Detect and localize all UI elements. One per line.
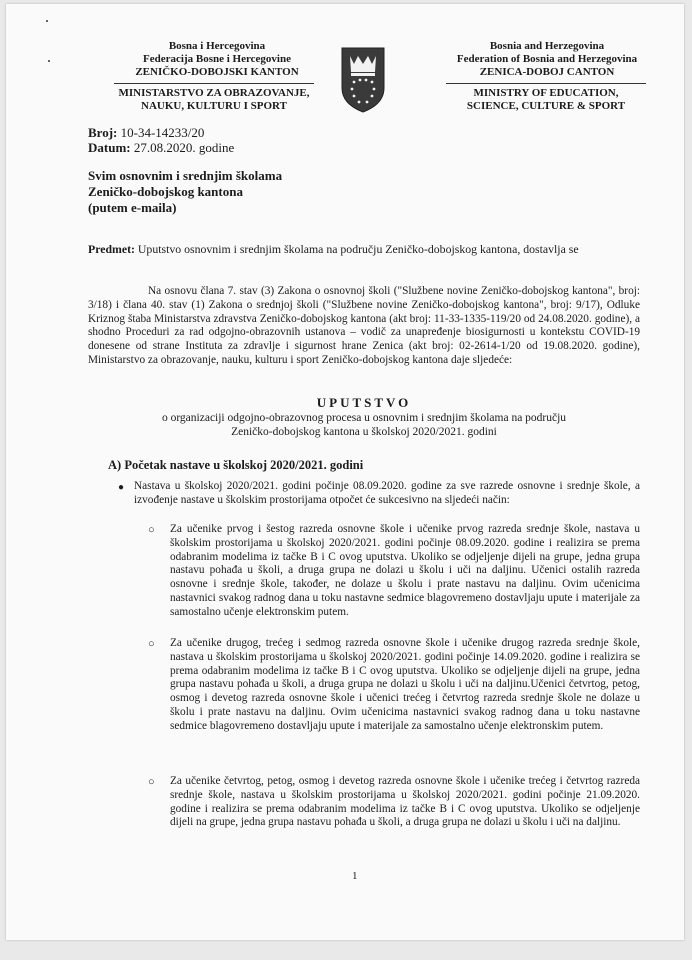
header-right: [452, 40, 642, 79]
intro-paragraph: Na osnovu člana 7. stav (3) Zakona o osnovnoj školi ("Službene novine Zeničko-dobojskog kantona", broj: 3/18) i člana 40. stav (1) Zakona o srednjoj školi ("Službene novine Zeničko-dobojskog kantona", broj: 9/17), Odluke Kriznog štaba Ministarstva zdravstva Zeničko-dobojskog kantona (akt broj: 11-33-1335-119/20 od 24.08.2020. godine), a shodno Proceduri za rad odgojno-obrazovnih ustanova – vodič za unapređenje biosigurnosti u kontekstu COVID-19 donesene od strane Instituta za zdravlje i sigurnost hrane Zenica (akt broj: 02-2614-1/20 od 19.08.2020. godine), Ministarstvo za obrazovanje, nauku, kulturu i sport Zeničko-dobojskog kantona daje sljedeće:: [88, 285, 640, 366]
subject-label: Predmet:: [88, 242, 135, 256]
recipient-line3: (putem e-maila): [88, 200, 177, 215]
header-right-ministry-line2: SCIENCE, CULTURE & SPORT: [466, 100, 626, 112]
document-number: [88, 125, 204, 140]
header-right-country: Bosnia and Herzegovina: [489, 40, 605, 52]
datum-value: 27.08.2020. godine: [133, 140, 235, 155]
hollow-circle-icon: ○: [148, 638, 155, 650]
hollow-circle-icon: ○: [148, 524, 155, 536]
scan-speck: [46, 20, 48, 22]
subject-line: [88, 242, 668, 257]
document-page: [6, 4, 684, 940]
sub-item-2: Za učenike drugog, trećeg i sedmog razreda osnovne škole i učenike drugog razreda srednje škole, nastava u školskim prostorijama u školskoj 2020/2021. godini počinje 14.09.2020. godine i realizira se prema odabranim modelima iz tačke B i C ovog uputstva. Ukoliko se odjeljenje dijeli na grupe, jedna grupa nastavu pohađa u školi, a druga grupa ne dolazi u školu i uči na daljinu.Učenici četvrtog, petog, osmog i devetog razreda osnovne škole i učenici trećeg i četvrtog razreda srednje škole ne dolaze u školu i prate nastavu na daljinu. Ovim učenicima nastavnici svakog radnog dana u toku nastavne sedmice blagovremeno dostavljaju upute i materijale za samostalno učenje elektronskim putem.: [170, 637, 640, 732]
document-subtitle-line1: o organizaciji odgojno-obrazovnog procesa u osnovnim i srednjim školama na području: [161, 412, 567, 424]
broj-label: Broj:: [88, 125, 118, 140]
header-left-divider: [114, 83, 314, 84]
page-number: 1: [352, 870, 358, 882]
broj-value: 10-34-14233/20: [120, 125, 205, 140]
scan-speck: [48, 60, 50, 62]
hollow-circle-icon: ○: [148, 776, 155, 788]
sub-item-3: Za učenike četvrtog, petog, osmog i devetog razreda osnovne škole i učenike trećeg i četvrtog razreda srednje škole, nastava u školskim prostorijama u školskoj 2020/2021. godini počinje 21.09.2020. godine i realizira se prema odabranim modelima iz tačke B i C ovog uputstva. Ukoliko se odjeljenje dijeli na grupe, jedna grupa nastavu pohađa u školi, a druga grupa ne dolazi u školu i uči na daljinu.: [170, 775, 640, 829]
recipient-line1: Svim osnovnim i srednjim školama: [88, 168, 283, 183]
header-left-country: Bosna i Hercegovina: [168, 40, 266, 52]
datum-label: Datum:: [88, 140, 131, 155]
header-right-ministry: [446, 87, 646, 113]
document-subtitle-line2: Zeničko-dobojskog kantona u školskoj 2020/2021. godini: [231, 426, 497, 438]
header-left-canton: ZENIČKO-DOBOJSKI KANTON: [135, 66, 299, 78]
header-right-divider: [446, 83, 646, 84]
header-left: [124, 40, 310, 79]
sub-item-1: Za učenike prvog i šestog razreda osnovne škole i učenike prvog razreda srednje škole, nastava u školskim prostorijama u školskoj 2020/2021. godini počinje 08.09.2020. godine i realizira se prema odabranim modelima iz tačke B i C ovog uputstva. Ukoliko se odjeljenje dijeli na grupe, jedna grupa nastavu pohađa u školi, a druga grupa ne dolazi u školu i uči na daljinu. Učenici ostalih razreda osnovne i srednje škole, također, ne dolaze u školu i prate nastavu na daljinu. Ovim učenicima nastavnici svakog radnog dana u toku nastavne sedmice blagovremeno dostavljaju upute i materijale za samostalno učenje elektronskim putem.: [170, 523, 640, 618]
subject-text: Uputstvo osnovnim i srednjim školama na području Zeničko-dobojskog kantona, dostavlja se: [137, 242, 579, 256]
section-a-heading: A) Početak nastave u školskoj 2020/2021. godini: [108, 458, 364, 472]
header-right-ministry-line1: MINISTRY OF EDUCATION,: [473, 87, 619, 99]
recipient-block: [88, 168, 282, 216]
bullet-paragraph: Nastava u školskoj 2020/2021. godini počinje 08.09.2020. godine za sve razrede osnovne i srednje škole, a izvođenje nastave u školskim prostorijama otpočet će sukcesivno na sljedeći način:: [134, 480, 640, 506]
header-right-canton: ZENICA-DOBOJ CANTON: [479, 66, 615, 78]
recipient-line2: Zeničko-dobojskog kantona: [88, 184, 243, 199]
header-right-federation: Federation of Bosnia and Herzegovina: [456, 53, 638, 65]
document-date: [88, 140, 234, 155]
document-title: UPUTSTVO: [316, 395, 412, 410]
header-left-federation: Federacija Bosne i Hercegovine: [143, 53, 291, 65]
header-left-ministry-line2: NAUKU, KULTURU I SPORT: [141, 100, 287, 112]
header-left-ministry-line1: MINISTARSTVO ZA OBRAZOVANJE,: [118, 87, 310, 99]
bullet-dot-icon: ●: [118, 482, 125, 493]
header-left-ministry: [114, 87, 314, 113]
coat-of-arms-icon: [340, 46, 386, 114]
